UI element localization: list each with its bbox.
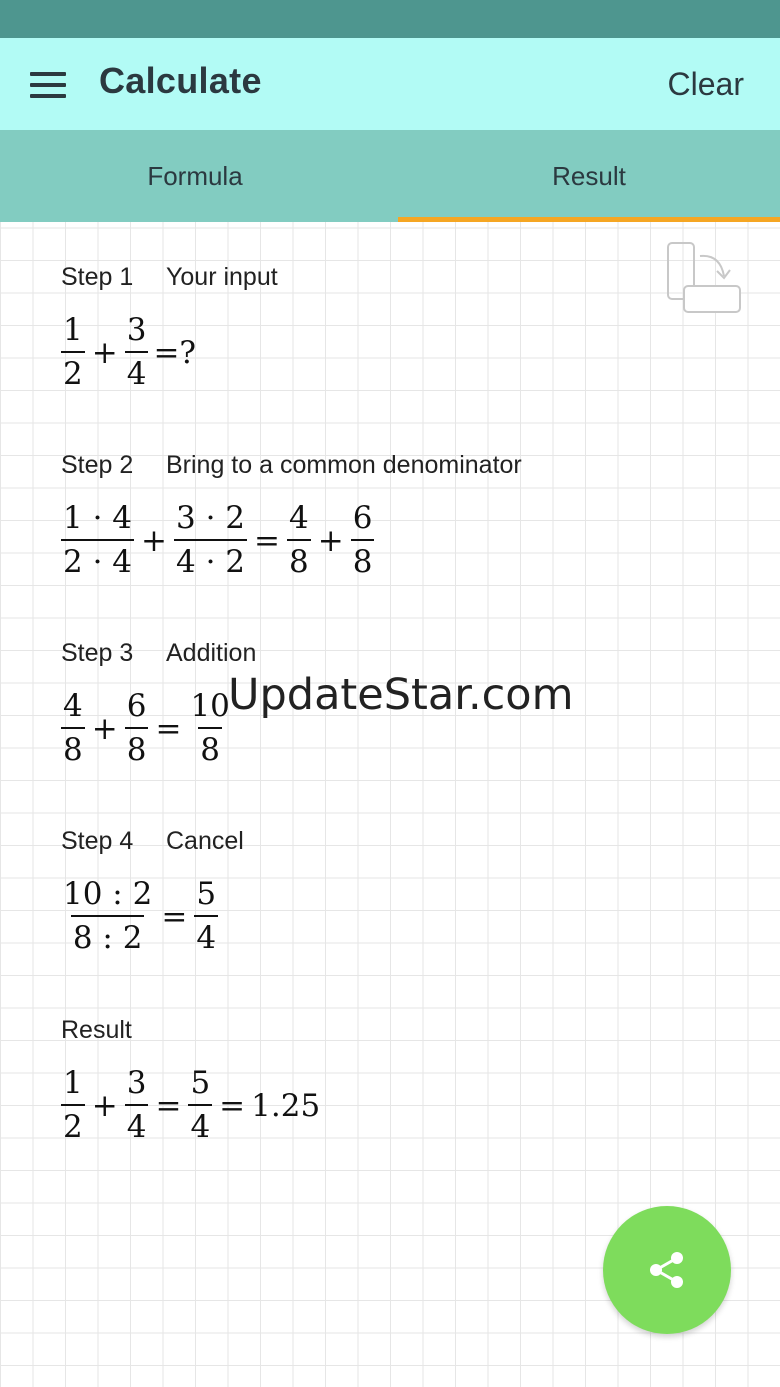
share-button[interactable] xyxy=(603,1206,731,1334)
share-icon xyxy=(647,1250,687,1290)
fraction: $\frac{5}{4}$ xyxy=(196,876,217,956)
step-3-formula: $\frac{4}{8}$ + $\frac{6}{8}$ = $\frac{10}{8}$ xyxy=(63,688,230,768)
clear-button[interactable]: Clear xyxy=(667,66,744,102)
fraction: $\frac{3 \cdot 2}{4 \cdot 2}$ xyxy=(176,500,246,580)
tab-bar xyxy=(0,130,780,222)
step-description: Bring to a common denominator xyxy=(166,451,522,479)
fraction: $\frac{4}{8}$ xyxy=(289,500,309,580)
status-bar xyxy=(0,0,780,38)
step-4-formula: $\frac{10 : 2}{8 : 2}$ = $\frac{5}{4}$ xyxy=(63,876,217,956)
fraction: $\frac{4}{8}$ xyxy=(63,688,83,768)
step-label: Step 3 xyxy=(61,639,134,667)
step-1-formula: $\frac{1}{2}$ + $\frac{3}{4}$ =? xyxy=(63,312,197,392)
decimal-result: 1.25 xyxy=(251,1087,321,1124)
step-2-formula: $\frac{1 \cdot 4}{2 \cdot 4}$ + $\frac{3 \cdot 2}{4 \cdot 2}$ = $\frac{4}{8}$ + $\frac{6}{8}$ xyxy=(63,500,373,580)
step-2-header xyxy=(61,451,522,480)
result-label: Result xyxy=(61,1016,132,1044)
fraction: $\frac{3}{4}$ xyxy=(126,1065,147,1145)
page-title: Calculate xyxy=(99,60,262,101)
step-description: Cancel xyxy=(166,827,244,855)
rotate-screen-icon[interactable] xyxy=(664,240,744,318)
fraction: $\frac{3}{4}$ xyxy=(126,312,147,392)
fraction: $\frac{6}{8}$ xyxy=(352,500,373,580)
fraction: $\frac{1 \cdot 4}{2 \cdot 4}$ xyxy=(63,500,133,580)
hamburger-menu-icon[interactable] xyxy=(30,72,66,98)
fraction: $\frac{1}{2}$ xyxy=(63,312,83,392)
tab-result[interactable]: Result xyxy=(552,160,626,191)
step-1-header xyxy=(61,263,278,292)
watermark: UpdateStar.com xyxy=(228,670,574,720)
fraction: $\frac{6}{8}$ xyxy=(126,688,147,768)
step-label: Step 1 xyxy=(61,263,134,291)
active-tab-indicator xyxy=(398,217,780,222)
fraction: $\frac{1}{2}$ xyxy=(63,1065,83,1145)
result-formula: $\frac{1}{2}$ + $\frac{3}{4}$ = $\frac{5}{4}$ = 1.25 xyxy=(63,1065,321,1145)
step-label: Step 2 xyxy=(61,451,134,479)
fraction: $\frac{5}{4}$ xyxy=(190,1065,211,1145)
result-header xyxy=(61,1016,132,1045)
fraction: $\frac{10 : 2}{8 : 2}$ xyxy=(63,876,153,956)
tab-formula[interactable]: Formula xyxy=(147,160,243,191)
step-description: Your input xyxy=(166,263,278,291)
step-4-header xyxy=(61,827,244,856)
app-bar xyxy=(0,38,780,130)
step-label: Step 4 xyxy=(61,827,134,855)
step-3-header xyxy=(61,639,256,668)
step-description: Addition xyxy=(166,639,257,667)
fraction: $\frac{10}{8}$ xyxy=(190,688,230,768)
